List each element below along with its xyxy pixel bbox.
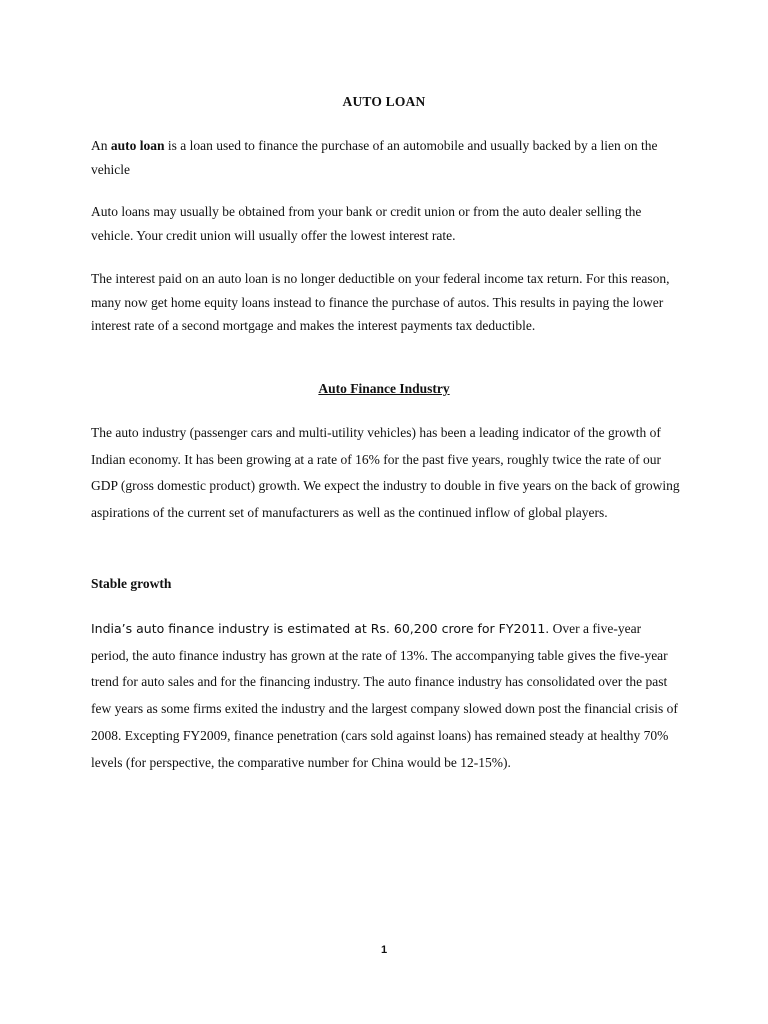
intro-paragraph <box>91 134 681 181</box>
sub-heading: Stable growth <box>91 576 172 591</box>
intro-term: auto loan <box>110 138 165 153</box>
document-title: AUTO LOAN <box>342 94 426 109</box>
industry-paragraph: The auto industry (passenger cars and multi-utility vehicles) has been a leading indicator of the growth of Indian economy. It has been growing at a rate of 16% for the past five years, roughly twice the rate of our GDP (gross domestic product) growth. We expect the industry to double in five years on the back of growing aspirations of the current set of manufacturers as well as the continued inflow of global players. <box>91 425 680 521</box>
growth-rest: Over a five-year period, the auto finance industry has grown at the rate of 13%. The accompanying table gives the five-year trend for auto sales and for the financing industry. The auto finance industry has consolidated over the past few years as some firms exited the industry and the largest company slowed down post the financial crisis of 2008. Excepting FY2009, finance penetration (cars sold against loans) has remained steady at healthy 70% levels (for perspective, the comparative number for China would be 12-15%). <box>91 621 678 770</box>
growth-lead: India’s auto finance industry is estimated at Rs. 60,200 crore for FY2011. <box>91 621 550 636</box>
intro-rest: is a loan used to finance the purchase of an automobile and usually backed by a lien on the vehicle <box>91 138 658 177</box>
intro-prefix: An <box>91 138 111 153</box>
interest-paragraph: The interest paid on an auto loan is no longer deductible on your federal income tax return. For this reason, many now get home equity loans instead to finance the purchase of autos. This results in paying the lower interest rate of a second mortgage and makes the interest payments tax deductible. <box>91 271 670 333</box>
page-number: 1 <box>380 944 388 956</box>
section-heading: Auto Finance Industry <box>318 381 450 396</box>
sources-paragraph: Auto loans may usually be obtained from your bank or credit union or from the auto dealer selling the vehicle. Your credit union will usually offer the lowest interest rate. <box>91 204 642 243</box>
growth-paragraph <box>91 616 681 776</box>
